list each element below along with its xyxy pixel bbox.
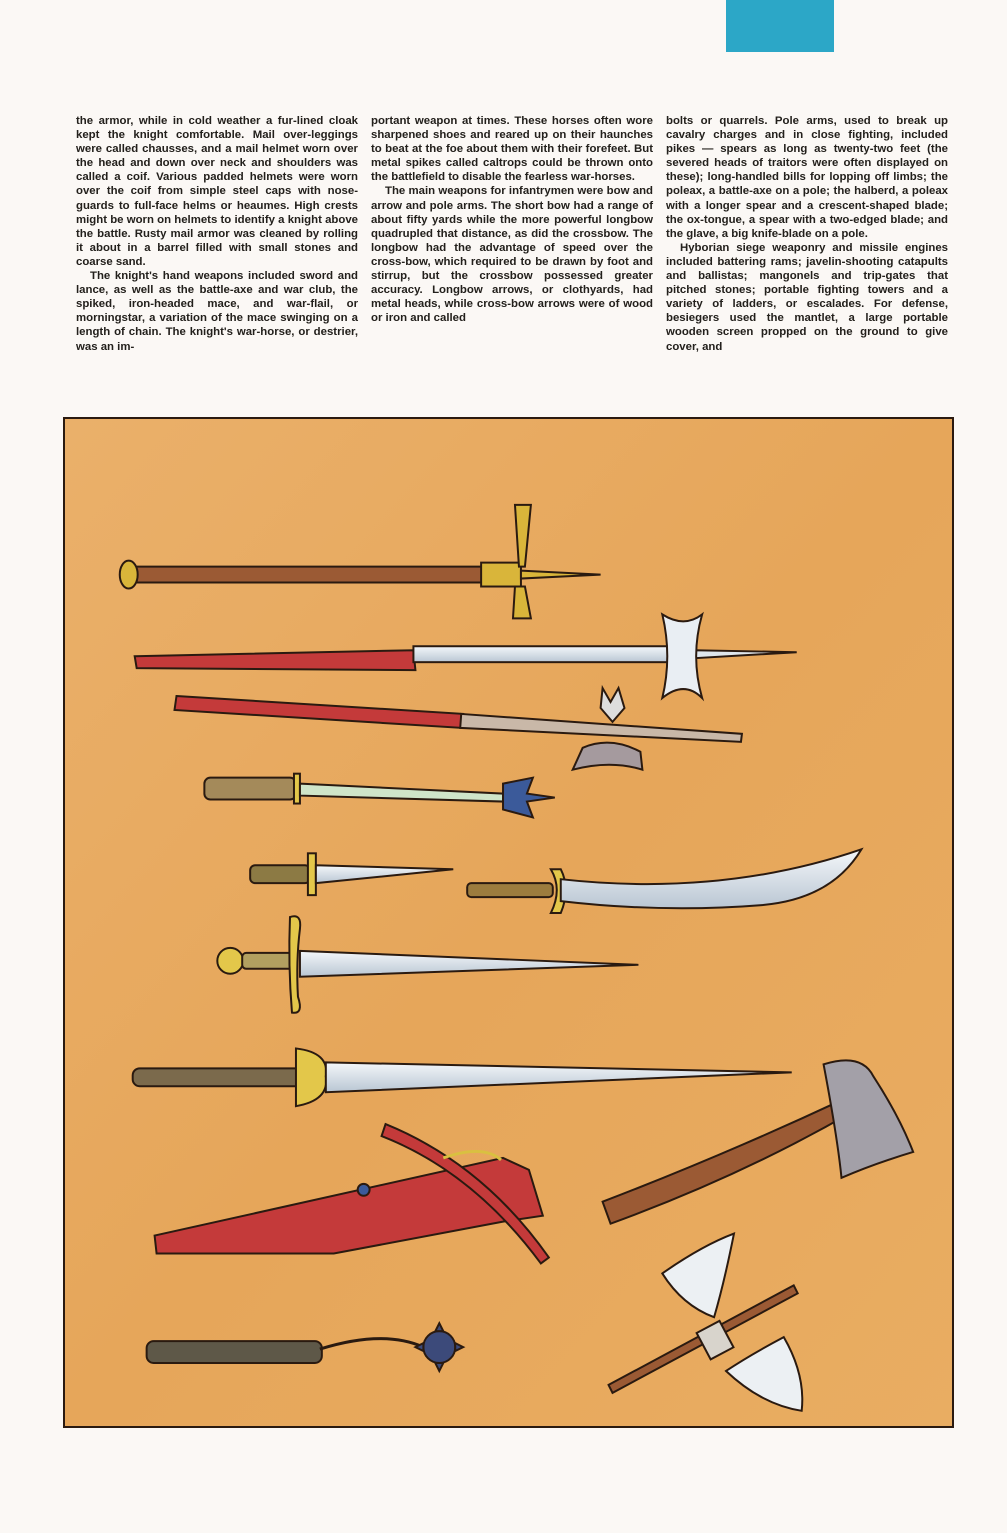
text-column-3: [666, 114, 948, 354]
article-text: [76, 114, 948, 354]
weapons-illustration-panel: [63, 417, 954, 1428]
paragraph: portant weapon at times. These horses often wore sharpened shoes and reared up on their haunches to beat at the foe about them with their forefeet. But metal spikes called caltrops could be thrown onto the battlefield to disable the fearless war-horses.: [371, 115, 653, 184]
text-column-1: [76, 114, 358, 354]
weapons-illustration: [65, 419, 952, 1426]
paragraph: The knight's hand weapons included sword and lance, as well as the battle-axe and war club, the spiked, iron-headed mace, and war-flail, or morningstar, a variation of the mace swinging on a length of chain. The knight's war-horse, or destrier, was an im-: [76, 270, 358, 353]
paragraph: bolts or quarrels. Pole arms, used to break up cavalry charges and in close fighting, included pikes — spears as long as twenty-two feet (the severed heads of traitors were often displayed on these); long-handled bills for lopping off limbs; the poleax, a battle-axe on a pole; the halberd, a poleax with a longer spear and a crescent-shaped blade; the ox-tongue, a spear with a two-edged blade; and the glave, a big knife-blade on a pole.: [666, 115, 948, 240]
paragraph: Hyborian siege weaponry and missile engines included battering rams; javelin-shooting catapults and ballistas; mangonels and trip-gates that pitched stones; portable fighting towers and a variety of ladders, or escalades. For defense, besiegers used the mantlet, a large portable wooden screen propped on the ground to give cover, and: [666, 241, 948, 353]
text-column-2: [371, 114, 653, 354]
paragraph: the armor, while in cold weather a fur-lined cloak kept the knight comfortable. Mail over-leggings were called chausses, and a mail helmet worn over the head and down over neck and shoulders was called a coif. Various padded helmets were worn over the coif from simple steel caps with nose-guards to full-face helms or heaumes. High crests might be worn on helmets to identify a knight above the battle. Rusty mail armor was cleaned by rolling it about in a barrel filled with small stones and coarse sand.: [76, 115, 358, 268]
corner-color-tab: [726, 0, 834, 52]
paragraph: The main weapons for infantrymen were bow and arrow and pole arms. The short bow had a range of about fifty yards while the more powerful longbow quadrupled that distance, as did the crossbow. The longbow had the advantage of speed over the cross-bow, which required to be drawn by foot and stirrup, but the crossbow possessed greater accuracy. Longbow arrows, or clothyards, had metal heads, while cross-bow arrows were of wood or iron and called: [371, 185, 653, 325]
